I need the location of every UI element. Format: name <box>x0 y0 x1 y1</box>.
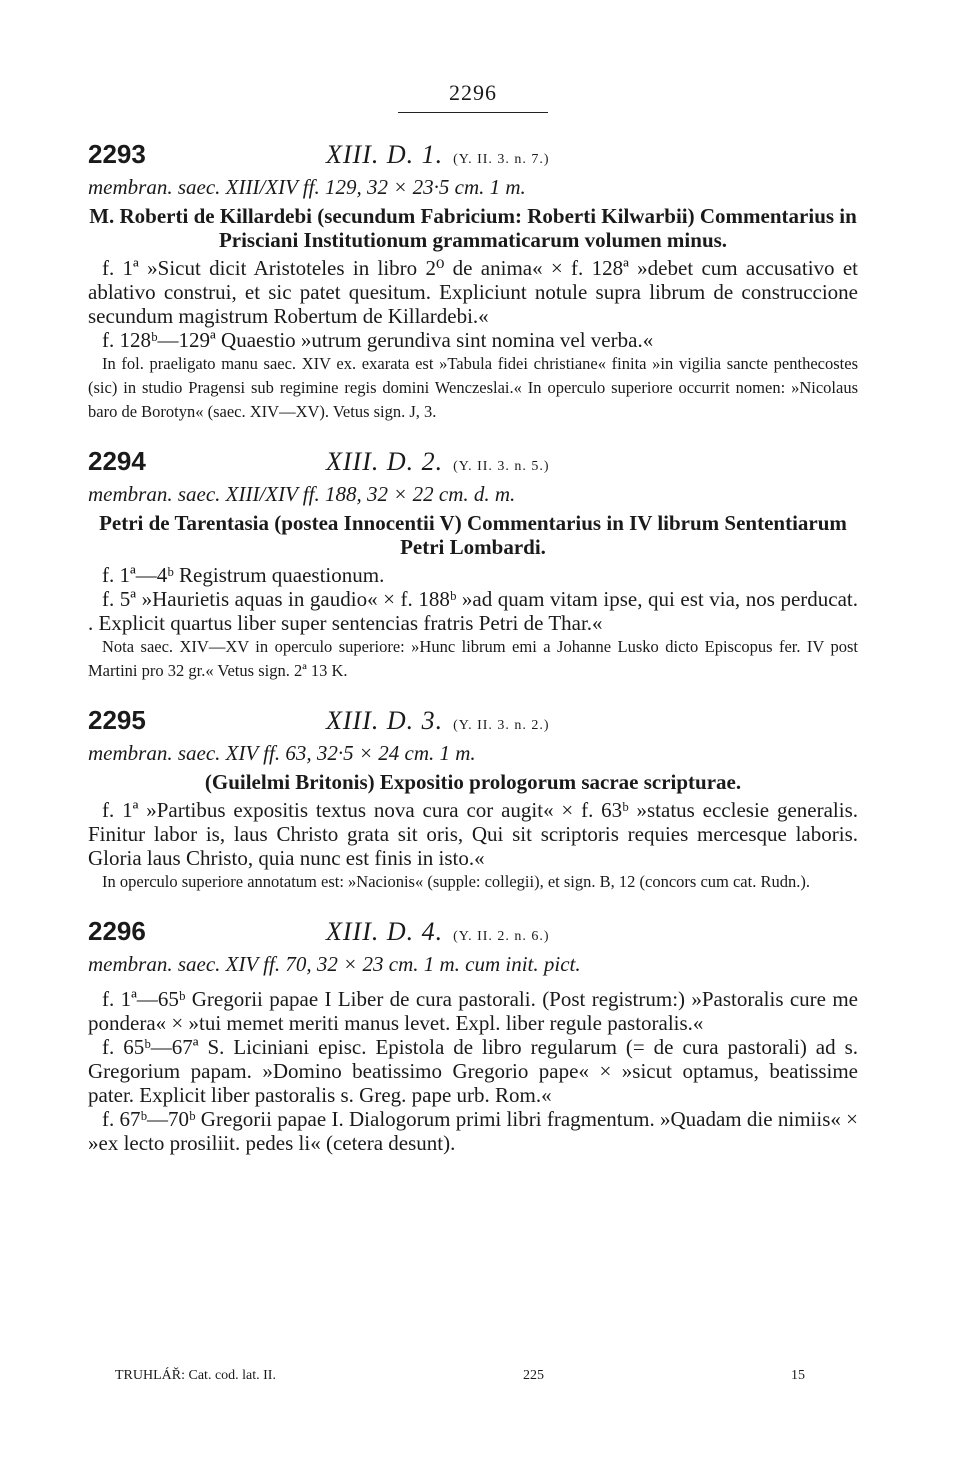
footer-signature: 15 <box>790 1368 805 1383</box>
folio-line: f. 67ᵇ—70ᵇ Gregorii papae I. Dialogorum primi libri fragmentum. »Quadam die nimiis« × »ex lecto prosiliit. pedes li« (cetera desunt). <box>88 1107 858 1155</box>
folio-line: f. 65ᵇ—67ª S. Liciniani episc. Epistola de libro regularum (= de cura pastorali) ad s. Gregorium papam. »Domino beatissimo Gregorio pape« × »sicut optamus, beatissime pater. Explicit liber pastoralis s. Greg. pape urb. Rom.« <box>88 1035 858 1107</box>
physical-description: membran. saec. XIII/XIV ff. 129, 32 × 23·5 cm. 1 m. <box>88 175 526 199</box>
physical-description: membran. saec. XIV ff. 70, 32 × 23 cm. 1 m. cum init. pict. <box>88 952 581 976</box>
entry-header <box>88 916 858 950</box>
shelfmark: XIII. D. 1. <box>326 140 444 169</box>
work-title: Petri de Tarentasia (postea Innocentii V) Commentarius in IV librum Sententiarum Petri Lombardi. <box>99 511 847 559</box>
old-shelfmark: (Y. II. 3. n. 7.) <box>453 152 550 167</box>
physical-description: membran. saec. XIII/XIV ff. 188, 32 × 22 cm. d. m. <box>88 482 516 506</box>
shelfmark: XIII. D. 4. <box>326 917 444 946</box>
folio-line: f. 1ª »Sicut dicit Aristoteles in libro 2⁰ de anima« × f. 128ª »debet cum accusativo et ablativo construi, et sic patet quesitum. Expliciunt notule supra librum de construccione secundum magistrum Robertum de Killardebi.« <box>88 256 858 328</box>
footer-citation: TRUHLÁŘ: Cat. cod. lat. II. <box>115 1368 276 1383</box>
entry-2293 <box>88 139 858 424</box>
page-footer <box>115 1368 805 1384</box>
page <box>88 80 858 1177</box>
physical-description: membran. saec. XIV ff. 63, 32·5 × 24 cm. 1 m. <box>88 741 476 765</box>
entry-number: 2294 <box>88 446 146 476</box>
folio-line: f. 5ª »Haurietis aquas in gaudio« × f. 188ᵇ »ad quam vitam ipse, qui est via, nos perducat. . Explicit quartus liber super sentencias fratris Petri de Thar.« <box>88 587 858 635</box>
old-shelfmark: (Y. II. 3. n. 5.) <box>453 459 550 474</box>
footer-page-number: 225 <box>522 1368 544 1383</box>
folio-line: f. 1ª »Partibus expositis textus nova cura cor augit« × f. 63ᵇ »status ecclesie generalis. Finitur labor is, laus Christo grata sit oris, Qui sit scriptoris requies mercesque laboris. Gloria laus Christo, quia nunc est finis in isto.« <box>88 798 858 870</box>
manuscript-note: In operculo superiore annotatum est: »Nacionis« (supple: collegii), et sign. B, 12 (concors cum cat. Rudn.). <box>102 872 810 891</box>
entry-number: 2296 <box>88 916 146 946</box>
entry-header <box>88 446 858 480</box>
entry-2296 <box>88 916 858 1155</box>
entry-number: 2293 <box>88 139 146 169</box>
work-title: M. Roberti de Killardebi (secundum Fabricium: Roberti Kilwarbii) Commentarius in Prisciani Institutionum grammaticarum volumen minus. <box>89 204 857 252</box>
folio-line: f. 1ª—65ᵇ Gregorii papae I Liber de cura pastorali. (Post registrum:) »Pastoralis cure me pondera« × »tui memet meriti manus levet. Expl. liber regule pastoralis.« <box>88 987 858 1035</box>
running-head: 2296 <box>449 80 497 105</box>
folio-line: f. 1ª—4ᵇ Registrum quaestionum. <box>102 563 385 587</box>
shelfmark: XIII. D. 2. <box>326 447 444 476</box>
shelfmark: XIII. D. 3. <box>326 706 444 735</box>
old-shelfmark: (Y. II. 3. n. 2.) <box>453 718 550 733</box>
entry-2295 <box>88 705 858 894</box>
folio-line: f. 128ᵇ—129ª Quaestio »utrum gerundiva sint nomina vel verba.« <box>102 328 654 352</box>
entry-2294 <box>88 446 858 683</box>
manuscript-note: Nota saec. XIV—XV in operculo superiore: »Hunc librum emi a Johanne Lusko dicto Episcopus fer. IV post Martini pro 32 gr.« Vetus sign. 2ª 13 K. <box>88 637 858 680</box>
work-title: (Guilelmi Britonis) Expositio prologorum sacrae scripturae. <box>204 770 742 794</box>
entry-header <box>88 139 858 173</box>
old-shelfmark: (Y. II. 2. n. 6.) <box>453 929 550 944</box>
entry-header <box>88 705 858 739</box>
head-rule <box>398 112 548 113</box>
entry-number: 2295 <box>88 705 146 735</box>
manuscript-note: In fol. praeligato manu saec. XIV ex. exarata est »Tabula fidei christiane« finita »in vigilia sancte penthecostes (sic) in studio Pragensi sub regimine regis domini Wenczeslai.« In operculo superiore occurrit nomen: »Nicolaus baro de Borotyn« (saec. XIV—XV). Vetus sign. J, 3. <box>88 354 858 421</box>
